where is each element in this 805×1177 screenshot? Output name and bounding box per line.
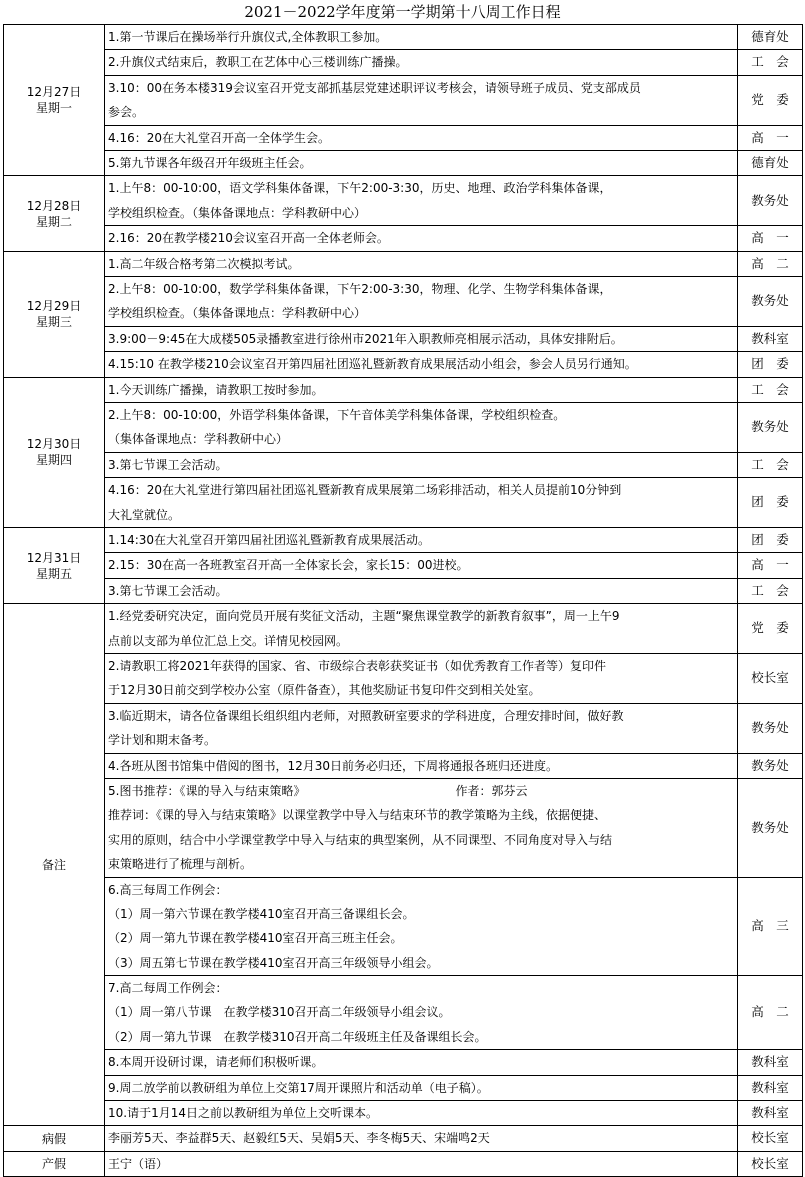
item-line: 5.第九节课各年级召开年级班主任会。 bbox=[108, 156, 312, 170]
day-cell bbox=[4, 251, 105, 377]
item-content bbox=[105, 1101, 738, 1126]
item-content bbox=[105, 877, 738, 976]
item-content bbox=[105, 452, 738, 477]
item-line: 1.第一节课后在操场举行升旗仪式,全体教职工参加。 bbox=[108, 30, 388, 44]
item-line: 点前以支部为单位汇总上交。详情见校园网。 bbox=[108, 633, 349, 648]
day-date: 12月28日 bbox=[26, 198, 82, 213]
item-line: （1）周一第六节课在教学楼410室召开高三备课组长会。 bbox=[108, 906, 415, 921]
item-content bbox=[105, 753, 738, 778]
notes-row bbox=[4, 1075, 803, 1100]
schedule-row bbox=[4, 578, 803, 603]
item-line: 1.高二年级合格考第二次模拟考试。 bbox=[108, 256, 300, 271]
item-content bbox=[105, 352, 738, 377]
item-department: 教务处 bbox=[738, 703, 803, 753]
item-content bbox=[105, 151, 738, 176]
item-content bbox=[105, 50, 738, 75]
schedule-row bbox=[4, 176, 803, 226]
item-line: （2）周一第九节课在教学楼410室召开高三班主任会。 bbox=[108, 931, 403, 946]
schedule-row bbox=[4, 478, 803, 528]
item-content bbox=[105, 527, 738, 552]
schedule-row bbox=[4, 226, 803, 251]
day-cell bbox=[4, 527, 105, 603]
day-cell bbox=[4, 377, 105, 527]
item-line: 8.本周开设研讨课，请老师们积极听课。 bbox=[108, 1055, 324, 1070]
item-content bbox=[105, 277, 738, 327]
item-department: 团 委 bbox=[738, 352, 803, 377]
item-department: 校长室 bbox=[738, 1151, 803, 1176]
item-department: 教务处 bbox=[738, 277, 803, 327]
item-department: 教科室 bbox=[738, 326, 803, 351]
schedule-row bbox=[4, 527, 803, 552]
item-line: 4.16：20在大礼堂进行第四届社团巡礼暨新教育成果展第二场彩排活动，相关人员提前10分钟到 bbox=[108, 483, 622, 498]
day-date: 12月29日 bbox=[26, 299, 82, 314]
day-weekday: 星期四 bbox=[35, 453, 72, 468]
item-content bbox=[105, 125, 738, 150]
leave-label: 产假 bbox=[4, 1151, 105, 1176]
item-department: 教科室 bbox=[738, 1050, 803, 1075]
item-department: 工 会 bbox=[738, 377, 803, 402]
item-department: 教务处 bbox=[738, 403, 803, 453]
item-department: 校长室 bbox=[738, 1126, 803, 1151]
schedule-row bbox=[4, 377, 803, 402]
item-line: 2.上午8：00-10:00，数学学科集体备课，下午2:00-3:30，物理、化学、生物学科集体备课， bbox=[108, 282, 612, 296]
item-line: （集体备课地点：学科教研中心） bbox=[108, 432, 289, 447]
item-department: 高 三 bbox=[738, 877, 803, 976]
item-line: 推荐词：《课的导入与结束策略》以课堂教学中导入与结束环节的教学策略为主线，依据便捷、 bbox=[108, 808, 607, 823]
day-weekday: 星期二 bbox=[35, 214, 72, 229]
item-line: 3.第七节课工会活动。 bbox=[108, 583, 228, 598]
item-line: 2.升旗仪式结束后，教职工在艺体中心三楼训练广播操。 bbox=[108, 55, 408, 70]
item-department: 教务处 bbox=[738, 778, 803, 877]
item-line: 实用的原则，结合中小学课堂教学中导入与结束的典型案例，从不同课型、不同角度对导入与结 bbox=[108, 832, 613, 847]
item-line: 学校组织检查。（集体备课地点：学科教研中心） bbox=[108, 306, 367, 321]
item-department: 党 委 bbox=[738, 75, 803, 125]
item-department: 工 会 bbox=[738, 578, 803, 603]
item-content bbox=[105, 403, 738, 453]
item-line: 学校组织检查。（集体备课地点：学科教研中心） bbox=[108, 205, 367, 220]
item-department: 高 一 bbox=[738, 125, 803, 150]
book-author: 作者：郭芬云 bbox=[455, 783, 528, 798]
item-department: 党 委 bbox=[738, 604, 803, 654]
schedule-row bbox=[4, 251, 803, 276]
item-department: 高 一 bbox=[738, 553, 803, 578]
notes-row bbox=[4, 1101, 803, 1126]
item-line: 7.高二每周工作例会： bbox=[108, 981, 228, 996]
item-content bbox=[105, 703, 738, 753]
item-department: 教务处 bbox=[738, 176, 803, 226]
item-content bbox=[105, 226, 738, 251]
item-content bbox=[105, 326, 738, 351]
item-line: 3.临近期末，请各位备课组长组织组内老师，对照教研室要求的学科进度，合理安排时间，做好教 bbox=[108, 708, 624, 723]
item-department: 德育处 bbox=[738, 25, 803, 50]
item-line: 3.9:00－9:45在大成楼505录播教室进行徐州市2021年入职教师亮相展示活动，具体安排附后。 bbox=[108, 331, 623, 346]
item-content bbox=[105, 25, 738, 50]
notes-row bbox=[4, 653, 803, 703]
item-line: 3.10：00在务本楼319会议室召开党支部抓基层党建述职评议考核会，请领导班子成员、党支部成员 bbox=[108, 80, 641, 95]
item-content bbox=[105, 377, 738, 402]
day-weekday: 星期五 bbox=[35, 566, 72, 581]
day-weekday: 星期三 bbox=[35, 315, 72, 330]
item-line: 1.14:30在大礼堂召开第四届社团巡礼暨新教育成果展活动。 bbox=[108, 532, 431, 547]
schedule-row bbox=[4, 452, 803, 477]
day-date: 12月27日 bbox=[26, 85, 82, 100]
leave-names: 李丽芳5天、李益群5天、赵毅红5天、吴娟5天、李冬梅5天、宋端鸣2天 bbox=[105, 1126, 738, 1151]
schedule-row bbox=[4, 326, 803, 351]
item-department: 德育处 bbox=[738, 151, 803, 176]
item-department: 教务处 bbox=[738, 753, 803, 778]
item-department: 工 会 bbox=[738, 50, 803, 75]
item-line: 参会。 bbox=[108, 105, 145, 120]
day-cell bbox=[4, 25, 105, 176]
item-department: 教科室 bbox=[738, 1075, 803, 1100]
item-line: 2.请教职工将2021年获得的国家、省、市级综合表彰获奖证书（如优秀教育工作者等）复印件 bbox=[108, 658, 606, 673]
item-line: 学计划和期末备考。 bbox=[108, 733, 217, 748]
item-content bbox=[105, 578, 738, 603]
notes-label: 备注 bbox=[4, 604, 105, 1126]
item-content bbox=[105, 75, 738, 125]
schedule-row bbox=[4, 352, 803, 377]
maternity-leave-row bbox=[4, 1151, 803, 1176]
notes-row bbox=[4, 877, 803, 976]
item-content bbox=[105, 976, 738, 1050]
item-content bbox=[105, 1050, 738, 1075]
notes-row bbox=[4, 703, 803, 753]
item-line: 2.16：20在教学楼210会议室召开高一全体老师会。 bbox=[108, 231, 389, 246]
item-department: 团 委 bbox=[738, 527, 803, 552]
day-date: 12月31日 bbox=[26, 550, 82, 565]
item-content bbox=[105, 653, 738, 703]
item-line: 1.今天训练广播操，请教职工按时参加。 bbox=[108, 382, 324, 397]
notes-row bbox=[4, 976, 803, 1050]
leave-label: 病假 bbox=[4, 1126, 105, 1151]
item-line: 10.请于1月14日之前以教研组为单位上交听课本。 bbox=[108, 1106, 378, 1121]
item-line: 2.15：30在高一各班教室召开高一全体家长会，家长15：00进校。 bbox=[108, 558, 469, 573]
item-line: 4.15:10 在教学楼210会议室召开第四届社团巡礼暨新教育成果展活动小组会，参会人员另行通知。 bbox=[108, 357, 637, 372]
book-title: 5.图书推荐：《课的导入与结束策略》 bbox=[108, 783, 306, 798]
item-line: （3）周五第七节课在教学楼410室召开高三年级领导小组会。 bbox=[108, 955, 439, 970]
schedule-row bbox=[4, 125, 803, 150]
notes-row bbox=[4, 1050, 803, 1075]
item-line: 1.上午8：00-10:00，语文学科集体备课，下午2:00-3:30，历史、地理、政治学科集体备课， bbox=[108, 181, 612, 196]
item-content bbox=[105, 176, 738, 226]
item-content bbox=[105, 251, 738, 276]
schedule-row bbox=[4, 553, 803, 578]
page-title: 2021－2022学年度第一学期第十八周工作日程 bbox=[244, 3, 561, 21]
item-line: 于12月30日前交到学校办公室（原件备查），其他奖励证书复印件交到相关处室。 bbox=[108, 683, 541, 698]
item-line: 4.16：20在大礼堂召开高一全体学生会。 bbox=[108, 130, 330, 145]
book-recommendation-line bbox=[108, 779, 734, 803]
leave-names: 王宁（语） bbox=[105, 1151, 738, 1176]
item-content bbox=[105, 778, 738, 877]
item-department: 校长室 bbox=[738, 653, 803, 703]
item-content bbox=[105, 553, 738, 578]
item-content bbox=[105, 604, 738, 654]
item-line: 束策略进行了梳理与剖析。 bbox=[108, 857, 253, 872]
day-date: 12月30日 bbox=[26, 437, 82, 452]
sick-leave-row bbox=[4, 1126, 803, 1151]
item-department: 团 委 bbox=[738, 478, 803, 528]
notes-row bbox=[4, 604, 803, 654]
day-cell bbox=[4, 176, 105, 251]
schedule-row bbox=[4, 403, 803, 453]
item-content bbox=[105, 1075, 738, 1100]
item-department: 高 一 bbox=[738, 226, 803, 251]
item-department: 教科室 bbox=[738, 1101, 803, 1126]
item-content bbox=[105, 478, 738, 528]
schedule-row bbox=[4, 151, 803, 176]
item-line: 大礼堂就位。 bbox=[108, 507, 181, 522]
item-line: （1）周一第八节课 在教学楼310召开高二年级领导小组会议。 bbox=[108, 1005, 451, 1020]
schedule-row bbox=[4, 75, 803, 125]
item-line: （2）周一第九节课 在教学楼310召开高二年级班主任及备课组长会。 bbox=[108, 1029, 487, 1044]
item-department: 工 会 bbox=[738, 452, 803, 477]
item-line: 2.上午8：00-10:00，外语学科集体备课，下午音体美学科集体备课，学校组织检查。 bbox=[108, 408, 566, 422]
item-department: 高 二 bbox=[738, 976, 803, 1050]
item-department: 高 二 bbox=[738, 251, 803, 276]
day-weekday: 星期一 bbox=[35, 101, 72, 116]
item-line: 1.经党委研究决定，面向党员开展有奖征文活动，主题“聚焦课堂教学的新教育叙事”，周一上午9 bbox=[108, 609, 620, 624]
schedule-row bbox=[4, 25, 803, 50]
item-line: 6.高三每周工作例会： bbox=[108, 882, 228, 897]
schedule-row bbox=[4, 50, 803, 75]
schedule-table bbox=[3, 24, 803, 1177]
item-line: 9.周二放学前以教研组为单位上交第17周开课照片和活动单（电子稿）。 bbox=[108, 1080, 489, 1095]
item-line: 4.各班从图书馆集中借阅的图书，12月30日前务必归还，下周将通报各班归还进度。 bbox=[108, 758, 558, 773]
notes-row bbox=[4, 753, 803, 778]
notes-row bbox=[4, 778, 803, 877]
item-line: 3.第七节课工会活动。 bbox=[108, 457, 228, 472]
schedule-row bbox=[4, 277, 803, 327]
